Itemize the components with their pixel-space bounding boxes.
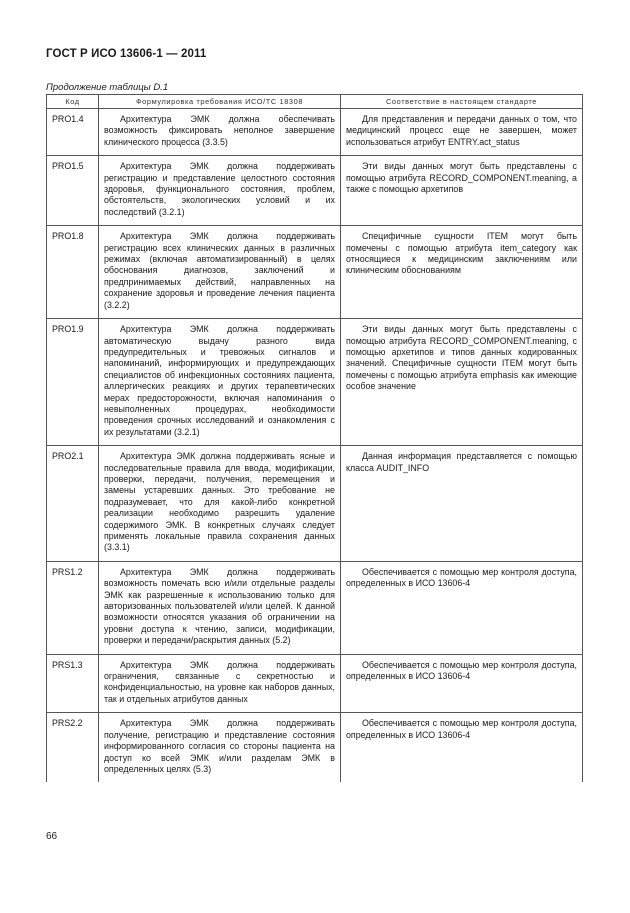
row-code: PRO1.5 <box>47 156 99 226</box>
row-requirement <box>99 713 341 783</box>
table-row <box>47 713 583 783</box>
table-row <box>47 109 583 156</box>
row-code: PRS2.2 <box>47 713 99 783</box>
row-compliance <box>341 156 583 226</box>
table-row <box>47 561 583 654</box>
row-code: PRO1.9 <box>47 319 99 446</box>
row-requirement <box>99 109 341 156</box>
compliance-text: Эти виды данных могут быть представлены с помощью атрибута RECORD_COMPONENT.meaning, а также с помощью архетипов <box>346 161 577 195</box>
row-requirement <box>99 446 341 562</box>
compliance-text: Обеспечивается с помощью мер контроля доступа, определенных в ИСО 13606-4 <box>346 566 577 589</box>
table-row <box>47 654 583 713</box>
table-row <box>47 319 583 446</box>
compliance-text: Для представления и передачи данных о том, что медицинский процесс еще не завершен, может использоваться атрибут ENTRY.act_status <box>346 114 577 147</box>
compliance-text: Эти виды данных могут быть представлены с помощью атрибута RECORD_COMPONENT.meaning, с помощью архетипов и типов данных кодированных значений. Специфичные сущности ITEM могут быть помечены с помощью атрибута emphasis как имеющие особое значение <box>346 324 577 392</box>
row-compliance <box>341 109 583 156</box>
compliance-text: Данная информация представляется с помощью класса AUDIT_INFO <box>346 451 577 473</box>
compliance-text: Специфичные сущности ITEM могут быть помечены с помощью атрибута item_category как относящиеся к медицинским заключениям или клиническим обоснованиям <box>346 231 577 276</box>
row-requirement <box>99 654 341 713</box>
table-row <box>47 446 583 562</box>
requirement-text: Архитектура ЭМК должна поддерживать регистрацию всех клинических данных в различных режимах (включая автоматизированный) в целях обоснования диагнозов, заключений и предпринимаемых действий, направленных на сохранение здоровья и проведение лечения пациента (3.2.2) <box>104 231 335 310</box>
row-code: PRS1.2 <box>47 561 99 654</box>
requirement-text: Архитектура ЭМК должна поддерживать возможность помечать всю и/или отдельные разделы ЭМК как разрешенные к использованию только для авторизованных пользователей и/или целей. К данной возможности относятся указания об ограничении на уровни доступа к чтению, записи, модификации, проверки и передачи/раскрытия данных (5.2) <box>104 566 335 646</box>
row-code: PRS1.3 <box>47 654 99 713</box>
row-compliance <box>341 654 583 713</box>
row-code: PRO2.1 <box>47 446 99 562</box>
column-header-code: Код <box>47 95 99 109</box>
row-requirement <box>99 226 341 319</box>
row-compliance <box>341 561 583 654</box>
document-header: ГОСТ Р ИСО 13606-1 — 2011 <box>46 48 207 60</box>
row-code: PRO1.4 <box>47 109 99 156</box>
requirements-table <box>46 94 583 782</box>
row-compliance <box>341 226 583 319</box>
row-requirement <box>99 319 341 446</box>
column-header-compliance: Соответствие в настоящем стандарте <box>341 95 583 109</box>
row-requirement <box>99 156 341 226</box>
requirement-text: Архитектура ЭМК должна поддерживать получение, регистрацию и представление состояния информированного согласия со стороны пациента на доступ ко всей ЭМК и/или разделам ЭМК в определенных целях (5.3) <box>104 718 335 774</box>
requirement-text: Архитектура ЭМК должна поддерживать автоматическую выдачу разного вида предупредительных и тревожных сигналов и напоминаний, информирующих и предупреждающих специалистов об инфекционных состояниях пациента, аллергических реакциях и других терапевтических мерах предосторожности, включая напоминания о невыполненных процедурах, необходимости проведения срочных исследований и ознакомления с их результатами (3.2.1) <box>104 324 335 437</box>
requirement-text: Архитектура ЭМК должна поддерживать ограничения, связанные с секретностью и конфиденциальностью, на уровне как наборов данных, так и отдельных атрибутов данных <box>104 659 335 704</box>
row-code: PRO1.8 <box>47 226 99 319</box>
table-caption: Продолжение таблицы D.1 <box>46 82 169 93</box>
row-compliance <box>341 446 583 562</box>
requirement-text: Архитектура ЭМК должна обеспечивать возможность фиксировать неполное завершение клинического процесса (3.3.5) <box>104 114 335 147</box>
row-requirement <box>99 561 341 654</box>
row-compliance <box>341 319 583 446</box>
page-number: 66 <box>46 831 58 842</box>
table-row <box>47 226 583 319</box>
column-header-requirement: Формулировка требования ИСО/ТС 18308 <box>99 95 341 109</box>
compliance-text: Обеспечивается с помощью мер контроля доступа, определенных в ИСО 13606-4 <box>346 659 577 682</box>
requirement-text: Архитектура ЭМК должна поддерживать регистрацию и представление целостного состояния здоровья, функционального состояния, проблем, обстоятельств, экологических условий и их последствий (3.2.1) <box>104 161 335 217</box>
table-row <box>47 156 583 226</box>
compliance-text: Обеспечивается с помощью мер контроля доступа, определенных в ИСО 13606-4 <box>346 718 577 740</box>
row-compliance <box>341 713 583 783</box>
requirement-text: Архитектура ЭМК должна поддерживать ясные и последовательные правила для ввода, модификации, проверки, передачи, получения, перемещения и замены устаревших данных. Это требование не подразумевает, что для какой-либо конкретной реализации необходимо разрешить удаление содержимого ЭМК. В конкретных случаях следует применять локальные правила сохранения данных (3.3.1) <box>104 451 335 553</box>
table-header-row <box>47 95 583 109</box>
